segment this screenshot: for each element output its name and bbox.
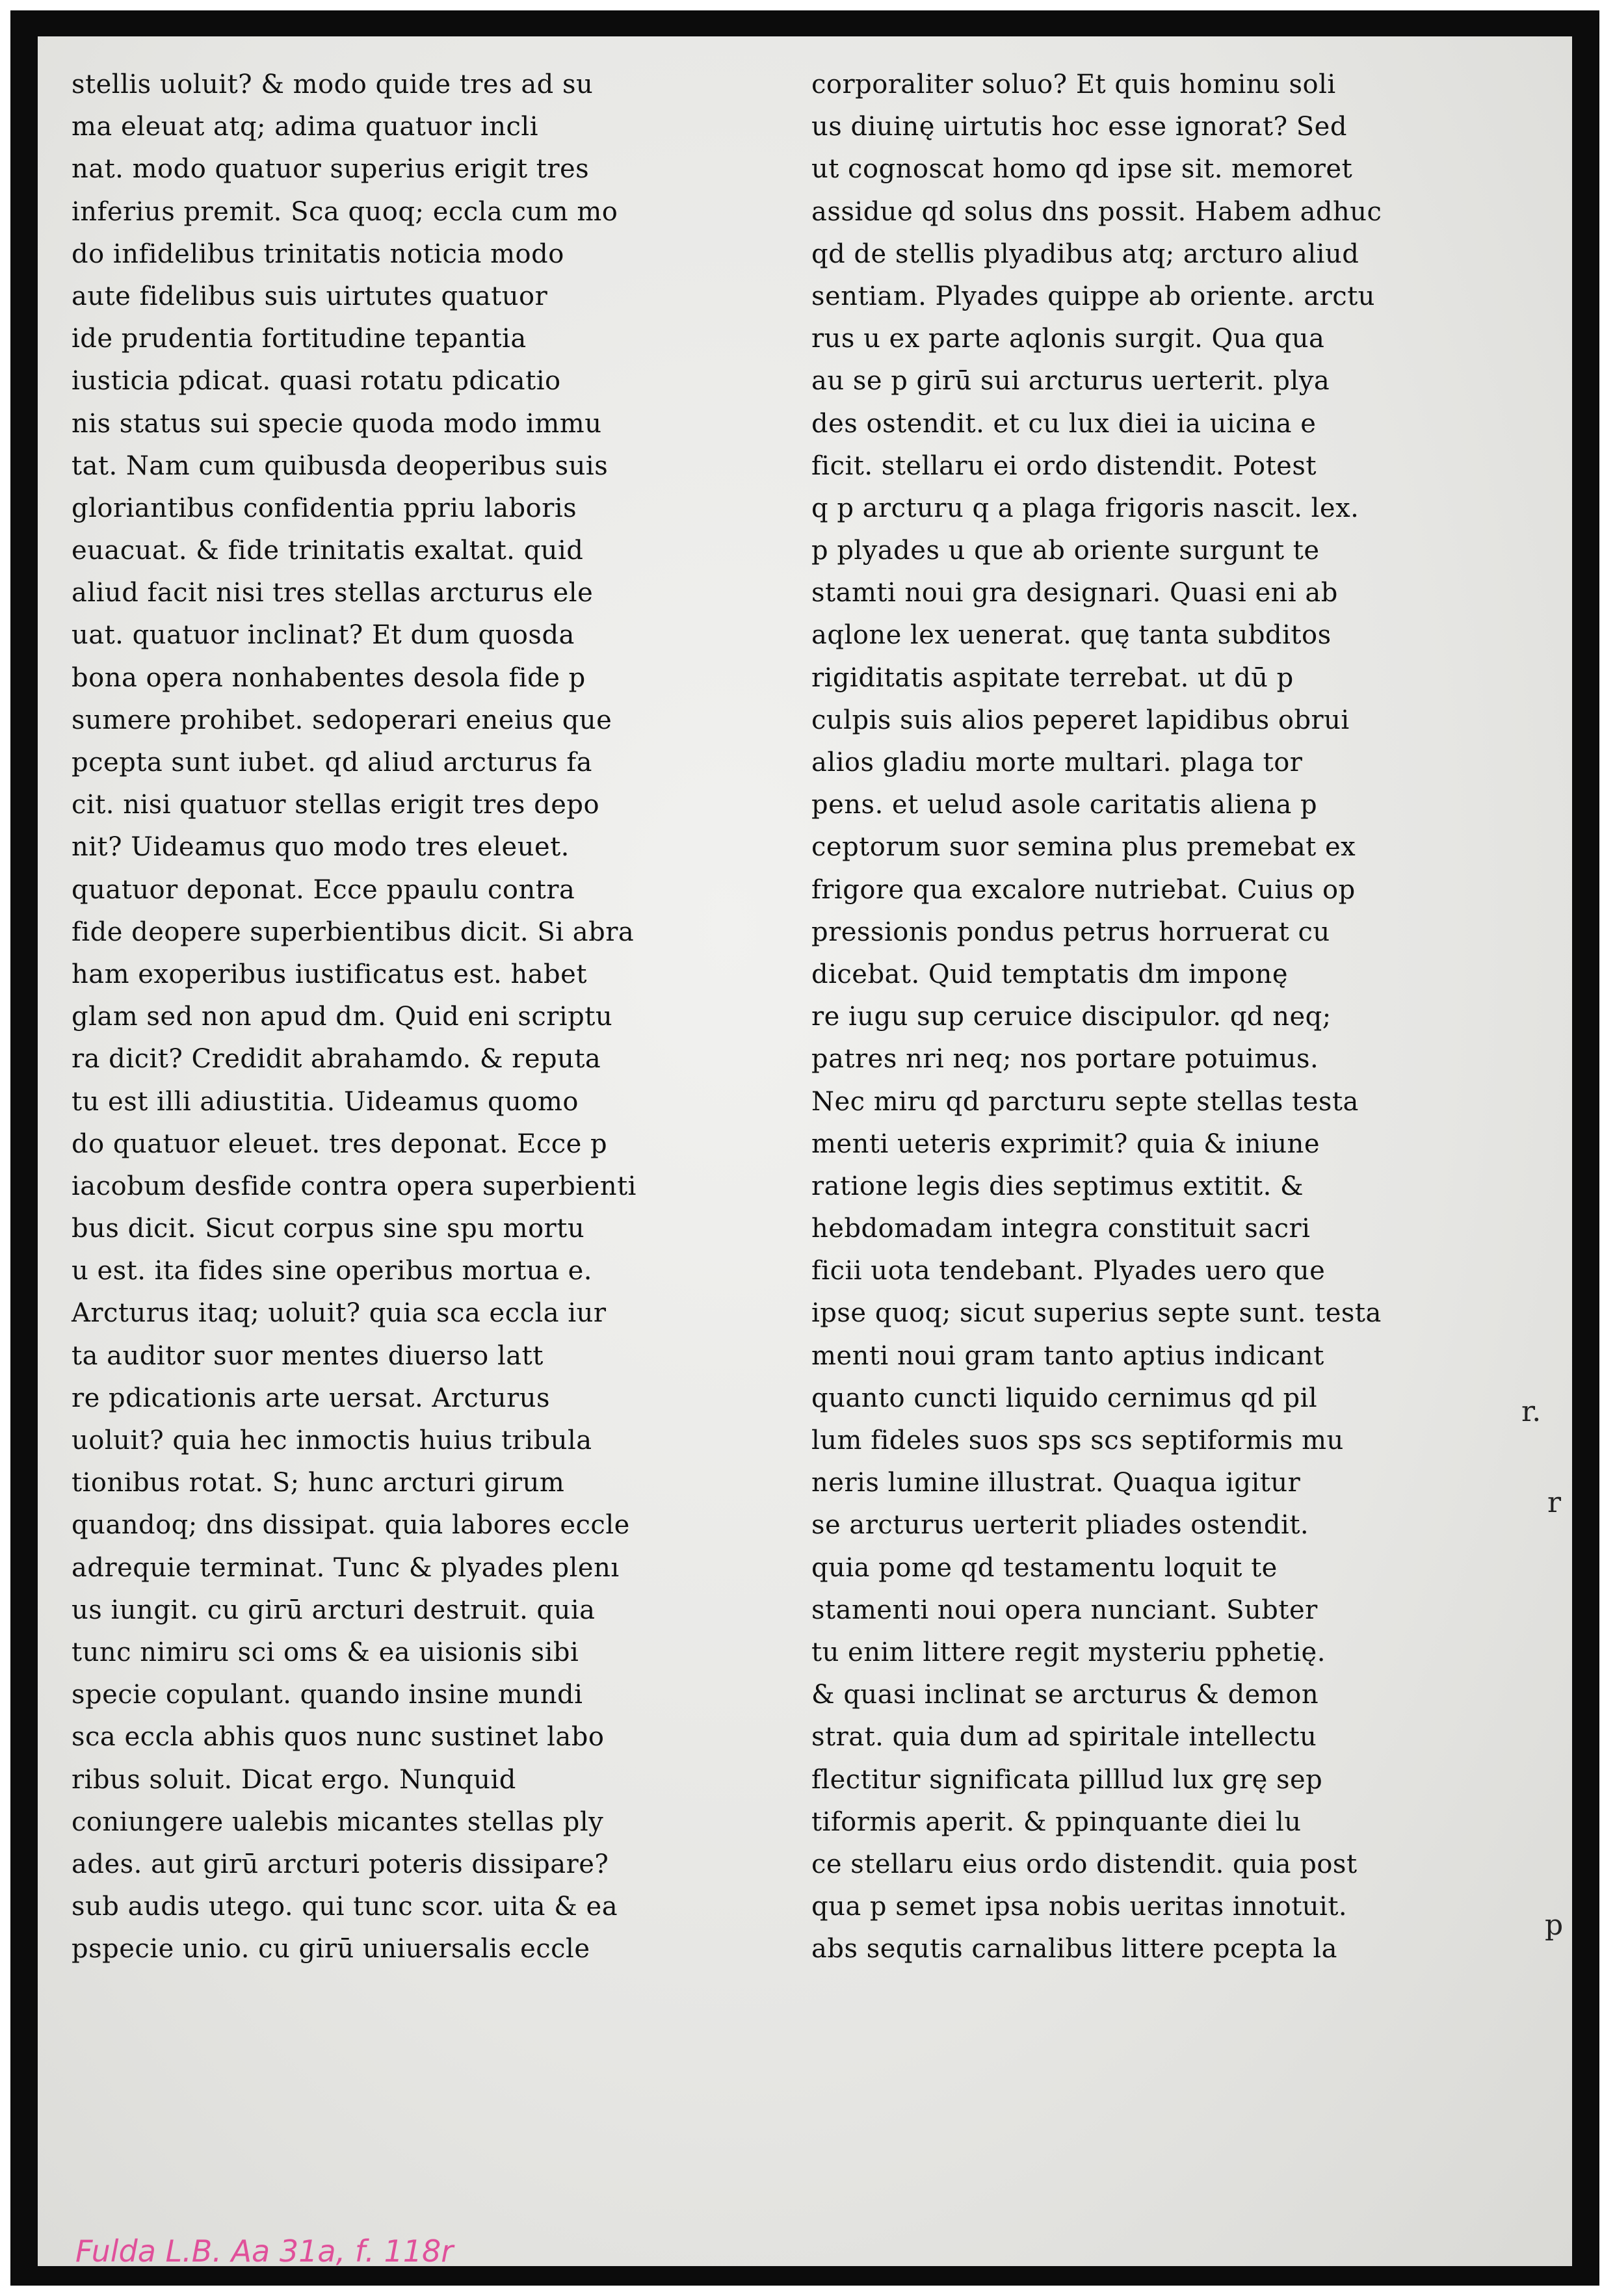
- manuscript-line: Arcturus itaq; uoluit? quia sca eccla iur: [72, 1298, 607, 1329]
- photo-frame: [10, 10, 1599, 2286]
- manuscript-line: sub audis utego. qui tunc scor. uita & ea: [72, 1892, 618, 1922]
- manuscript-line: uoluit? quia hec inmoctis huius tribula: [72, 1426, 592, 1455]
- manuscript-line: & quasi inclinat se arcturus & demon: [811, 1680, 1319, 1710]
- manuscript-line: ceptorum suor semina plus premebat ex: [811, 832, 1356, 863]
- manuscript-line: quanto cuncti liquido cernimus qd pil: [811, 1383, 1318, 1413]
- manuscript-leaf: [38, 36, 1572, 2266]
- manuscript-line: culpis suis alios peperet lapidibus obrui: [811, 705, 1350, 735]
- manuscript-line: ta auditor suor mentes diuerso latt: [72, 1340, 544, 1371]
- manuscript-line: quatuor deponat. Ecce ppaulu contra: [72, 874, 575, 905]
- manuscript-line: abs sequtis carnalibus littere pcepta la: [811, 1934, 1338, 1964]
- manuscript-line: neris lumine illustrat. Quaqua igitur: [811, 1468, 1301, 1498]
- manuscript-line: ce stellaru eius ordo distendit. quia post: [811, 1849, 1358, 1879]
- manuscript-line: aqlone lex uenerat. quę tanta subditos: [811, 620, 1332, 651]
- left-text-column: [72, 64, 748, 1970]
- manuscript-line: pspecie unio. cu girū uniuersalis eccle: [72, 1934, 590, 1964]
- manuscript-line: tu est illi adiustitia. Uideamus quomo: [72, 1086, 579, 1117]
- manuscript-line: ficii uota tendebant. Plyades uero que: [811, 1256, 1326, 1286]
- manuscript-line: iacobum desfide contra opera superbienti: [72, 1171, 637, 1201]
- manuscript-line: tionibus rotat. S; hunc arcturi girum: [72, 1468, 565, 1498]
- manuscript-line: bus dicit. Sicut corpus sine spu mortu: [72, 1214, 585, 1244]
- manuscript-line: stamti noui gra designari. Quasi eni ab: [811, 578, 1338, 608]
- manuscript-line: alios gladiu morte multari. plaga tor: [811, 748, 1303, 777]
- manuscript-line: pcepta sunt iubet. qd aliud arcturus fa: [72, 748, 593, 777]
- manuscript-line: q p arcturu q a plaga frigoris nascit. lex.: [811, 493, 1359, 523]
- right-text-column: [811, 64, 1514, 1970]
- manuscript-line: hebdomadam integra constituit sacri: [811, 1214, 1311, 1244]
- manuscript-line: fide deopere superbientibus dicit. Si abra: [72, 917, 635, 947]
- manuscript-line: re pdicationis arte uersat. Arcturus: [72, 1383, 551, 1413]
- manuscript-line: ades. aut girū arcturi poteris dissipare?: [72, 1849, 609, 1879]
- manuscript-line: menti ueteris exprimit? quia & iniune: [811, 1128, 1320, 1159]
- manuscript-line: patres nri neq; nos portare potuimus.: [811, 1044, 1319, 1075]
- manuscript-line: adrequie terminat. Tunc & plyades plenı: [72, 1552, 620, 1583]
- manuscript-line: des ostendit. et cu lux diei ia uicina e: [811, 408, 1317, 439]
- manuscript-line: ratione legis dies septimus extitit. &: [811, 1171, 1304, 1201]
- manuscript-line: do quatuor eleuet. tres deponat. Ecce p: [72, 1128, 608, 1159]
- manuscript-line: us iungit. cu girū arcturi destruit. quia: [72, 1595, 596, 1625]
- manuscript-line: nit? Uideamus quo modo tres eleuet.: [72, 832, 570, 863]
- manuscript-line: tat. Nam cum quibusda deoperibus suis: [72, 450, 609, 481]
- manuscript-line: stellis uoluit? & modo quide tres ad su: [72, 70, 594, 99]
- manuscript-line: dicebat. Quid temptatis dm imponę: [811, 959, 1289, 989]
- manuscript-line: tunc nimiru sci oms & ea uisionis sibi: [72, 1637, 579, 1667]
- manuscript-line: ma eleuat atq; adima quatuor incli: [72, 112, 538, 142]
- manuscript-line: quandoq; dns dissipat. quia labores eccle: [72, 1510, 630, 1541]
- manuscript-line: p plyades u que ab oriente surgunt te: [811, 536, 1320, 566]
- manuscript-line: lum fideles suos sps scs septiformis mu: [811, 1426, 1344, 1455]
- manuscript-line: corporaliter soluo? Et quis hominu soli: [811, 70, 1336, 99]
- manuscript-line: ide prudentia fortitudine tepantia: [72, 324, 527, 354]
- manuscript-line: nat. modo quatuor superius erigit tres: [72, 154, 590, 185]
- manuscript-line: specie copulant. quando insine mundi: [72, 1680, 583, 1710]
- manuscript-line: aute fidelibus suis uirtutes quatuor: [72, 281, 548, 311]
- manuscript-line: pens. et uelud asole caritatis aliena p: [811, 790, 1318, 820]
- manuscript-line: gloriantibus confidentia ppriu laboris: [72, 493, 577, 523]
- manuscript-line: flectitur significata pilllud lux grę sep: [811, 1764, 1323, 1795]
- manuscript-line: aliud facit nisi tres stellas arcturus ele: [72, 578, 594, 608]
- manuscript-line: sentiam. Plyades quippe ab oriente. arctu: [811, 281, 1375, 311]
- manuscript-line: tiformis aperit. & ppinquante diei lu: [811, 1807, 1302, 1837]
- manuscript-line: menti noui gram tanto aptius indicant: [811, 1340, 1324, 1371]
- manuscript-line: glam sed non apud dm. Quid eni scriptu: [72, 1002, 613, 1032]
- manuscript-line: coniungere ualebis micantes stellas ply: [72, 1807, 604, 1837]
- manuscript-line: assidue qd solus dns possit. Habem adhuc: [811, 196, 1382, 227]
- manuscript-line: au se p girū sui arcturus uerterit. plya: [811, 366, 1330, 397]
- manuscript-line: strat. quia dum ad spiritale intellectu: [811, 1722, 1317, 1753]
- manuscript-line: sumere prohibet. sedoperari eneius que: [72, 705, 612, 735]
- manuscript-line: frigore qua excalore nutriebat. Cuius op: [811, 874, 1356, 905]
- manuscript-line: qua p semet ipsa nobis ueritas innotuit.: [811, 1892, 1348, 1922]
- manuscript-line: ut cognoscat homo qd ipse sit. memoret: [811, 154, 1353, 185]
- library-shelfmark: Fulda L.B. Aa 31a, f. 118r: [75, 2234, 454, 2269]
- manuscript-line: bona opera nonhabentes desola fide p: [72, 662, 586, 693]
- manuscript-line: sca eccla abhis quos nunc sustinet labo: [72, 1722, 605, 1753]
- manuscript-line: Nec miru qd parcturu septe stellas testa: [811, 1086, 1359, 1117]
- margin-note: p: [1545, 1909, 1564, 1942]
- manuscript-line: iusticia pdicat. quasi rotatu pdicatio: [72, 366, 561, 397]
- manuscript-line: ribus soluit. Dicat ergo. Nunquid: [72, 1764, 516, 1795]
- manuscript-line: ipse quoq; sicut superius septe sunt. testa: [811, 1298, 1382, 1329]
- manuscript-line: cit. nisi quatuor stellas erigit tres depo: [72, 790, 600, 820]
- margin-note: r.: [1521, 1395, 1542, 1428]
- manuscript-line: nis status sui specie quoda modo immu: [72, 408, 602, 439]
- manuscript-line: stamenti noui opera nunciant. Subter: [811, 1595, 1318, 1625]
- manuscript-line: u est. ita fides sine operibus mortua e.: [72, 1256, 592, 1286]
- manuscript-line: ham exoperibus iustificatus est. habet: [72, 959, 587, 989]
- manuscript-line: rigiditatis aspitate terrebat. ut dū p: [811, 662, 1294, 693]
- margin-note: r: [1547, 1486, 1562, 1519]
- manuscript-line: ra dicit? Credidit abrahamdo. & reputa: [72, 1044, 601, 1075]
- manuscript-line: quia pome qd testamentu loquit te: [811, 1552, 1278, 1583]
- manuscript-line: rus u ex parte aqlonis surgit. Qua qua: [811, 324, 1325, 354]
- manuscript-line: qd de stellis plyadibus atq; arcturo aliud: [811, 239, 1359, 269]
- manuscript-line: inferius premit. Sca quoq; eccla cum mo: [72, 196, 618, 227]
- manuscript-line: us diuinę uirtutis hoc esse ignorat? Sed: [811, 112, 1347, 142]
- manuscript-line: euacuat. & fide trinitatis exaltat. quid: [72, 536, 584, 566]
- manuscript-line: do infidelibus trinitatis noticia modo: [72, 239, 564, 269]
- manuscript-line: tu enim littere regit mysteriu pphetię.: [811, 1637, 1326, 1667]
- manuscript-line: se arcturus uerterit pliades ostendit.: [811, 1510, 1309, 1541]
- manuscript-line: pressionis pondus petrus horruerat cu: [811, 917, 1330, 947]
- manuscript-line: uat. quatuor inclinat? Et dum quosda: [72, 620, 575, 651]
- manuscript-line: re iugu sup ceruice discipulor. qd neq;: [811, 1002, 1332, 1032]
- manuscript-line: ficit. stellaru ei ordo distendit. Potest: [811, 450, 1317, 481]
